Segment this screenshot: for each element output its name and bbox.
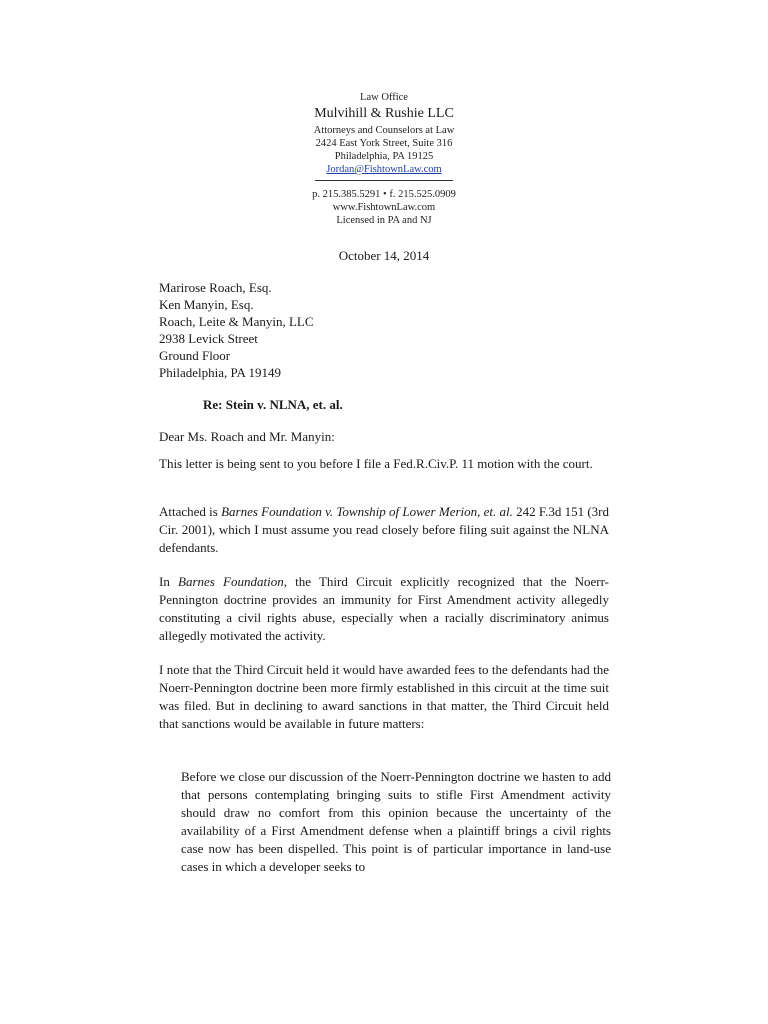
block-quote: Before we close our discussion of the Noerr-Pennington doctrine we hasten to add that persons contemplating bringing suits to stifle First Amendment activity should draw no comfort from this opinion because the uncertainty of the availability of a First Amendment defense when a plaintiff brings a civil rights case now has been dispelled. This point is of particular importance in land-use cases in which a developer seeks to [181, 769, 611, 874]
letterhead-email-link[interactable]: Jordan@FishtownLaw.com [326, 164, 442, 175]
paragraph-4-text: I note that the Third Circuit held it would have awarded fees to the defendants had the Noerr-Pennington doctrine been more firmly established in this circuit at the time suit was filed. But in declining to award sanctions in that matter, the Third Circuit held that sanctions would be available in future matters: [159, 662, 609, 731]
recipient-line: Marirose Roach, Esq. [159, 280, 272, 295]
recipient-address [159, 279, 609, 381]
recipient-line: Roach, Leite & Manyin, LLC [159, 314, 314, 329]
recipient-line: Ken Manyin, Esq. [159, 297, 254, 312]
paragraph-1 [159, 455, 609, 473]
letterhead-firm-name: Mulvihill & Rushie LLC [314, 106, 454, 121]
paragraph-3-lead: In [159, 574, 179, 589]
recipient-line: Philadelphia, PA 19149 [159, 365, 281, 380]
letterhead-office: Law Office [360, 92, 408, 103]
re-subject-line: Re: Stein v. NLNA, et. al. [203, 397, 343, 412]
paragraph-3 [159, 573, 609, 645]
letterhead-phones: p. 215.385.5291 • f. 215.525.0909 [312, 189, 456, 200]
letter-date: October 14, 2014 [338, 248, 430, 263]
paragraph-2 [159, 503, 609, 557]
recipient-line: Ground Floor [159, 348, 231, 363]
letterhead-subtitle: Attorneys and Counselors at Law [313, 125, 455, 136]
letterhead-website: www.FishtownLaw.com [332, 202, 436, 213]
paragraph-2-rest: 242 F.3d 151 (3rd Cir. 2001), which I must assume you read closely before filing suit against the NLNA defendants. [159, 504, 609, 555]
letterhead-city: Philadelphia, PA 19125 [334, 151, 434, 162]
recipient-line: 2938 Levick Street [159, 331, 258, 346]
case-name: Barnes Foundation [178, 574, 284, 589]
paragraph-2-lead: Attached is [159, 504, 222, 519]
case-citation: Barnes Foundation v. Township of Lower Merion, et. al. [221, 504, 513, 519]
paragraph-1-text: This letter is being sent to you before I file a Fed.R.Civ.P. 11 motion with the court. [159, 456, 593, 471]
paragraph-4 [159, 661, 609, 733]
paragraph-3-rest: , the Third Circuit explicitly recognized that the Noerr-Pennington doctrine provides an immunity for First Amendment activity allegedly constituting a civil rights abuse, especially when a racially discriminatory animus allegedly motivated the activity. [159, 574, 609, 643]
letterhead [0, 91, 768, 227]
letterhead-license: Licensed in PA and NJ [336, 215, 432, 226]
salutation: Dear Ms. Roach and Mr. Manyin: [159, 429, 335, 444]
letterhead-divider [315, 180, 453, 181]
letterhead-street: 2424 East York Street, Suite 316 [315, 138, 453, 149]
